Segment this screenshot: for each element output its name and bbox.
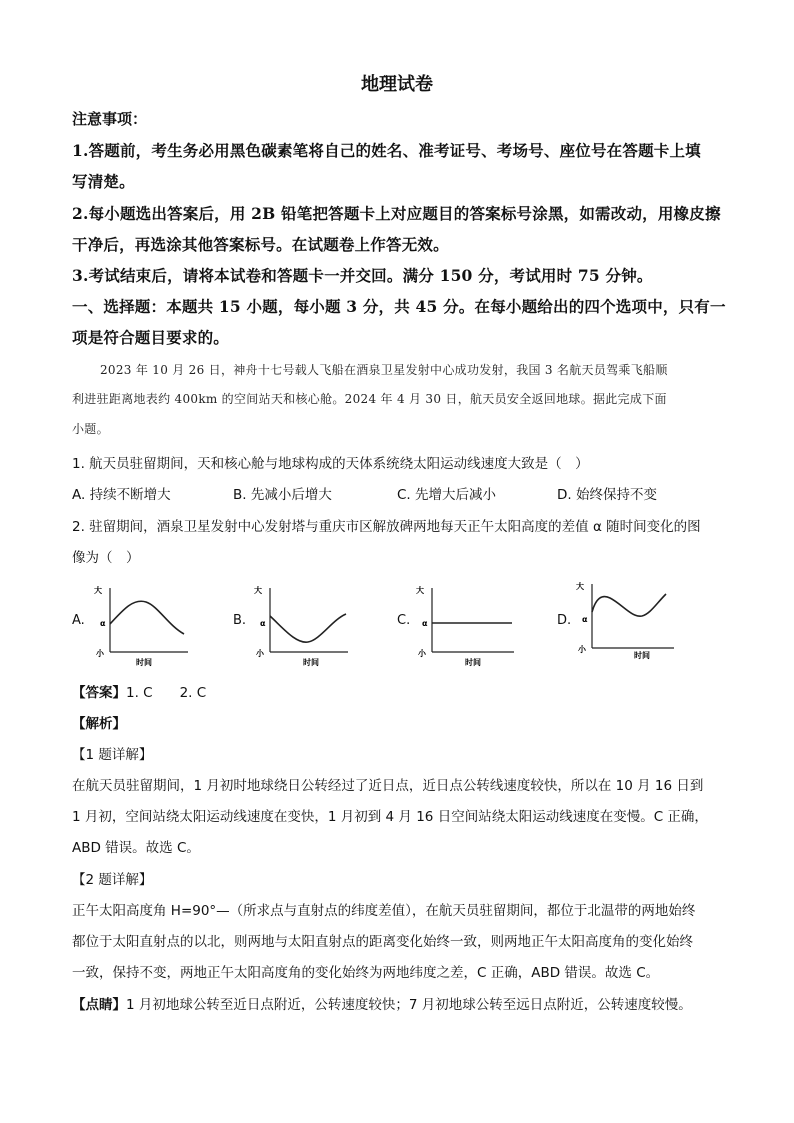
passage-line-3: 小题。 — [72, 422, 109, 436]
question-1-option-c: C. 先增大后减小 — [397, 487, 497, 503]
question-1: 1. 航天员驻留期间，天和核心舱与地球构成的天体系统绕太阳运动线速度大致是（ ） — [72, 456, 589, 472]
answer-text: 1. C 2. C — [126, 685, 207, 701]
graph-option-a — [88, 580, 218, 670]
section-heading-line-1: 一、选择题：本题共 15 小题，每小题 3 分，共 45 分。在每小题给出的四个选项中，只有一 — [72, 297, 726, 316]
notice-item-3: 3.考试结束后，请将本试卷和答题卡一并交回。满分 150 分，考试用时 75 分钟。 — [72, 266, 653, 285]
detail-1-line-3: ABD 错误。故选 C。 — [72, 840, 200, 856]
question-2-line-2: 像为（ ） — [72, 550, 140, 566]
notice-item-1-line-1: 1.答题前，考生务必用黑色碳素笔将自己的姓名、准考证号、考场号、座位号在答题卡上填 — [72, 141, 701, 160]
notice-item-2-line-2: 干净后，再选涂其他答案标号。在试题卷上作答无效。 — [72, 235, 449, 254]
section-heading-line-2: 项是符合题目要求的。 — [72, 328, 230, 347]
curve-d — [592, 594, 666, 616]
page-title: 地理试卷 — [361, 74, 433, 95]
question-1-option-b: B. 先减小后增大 — [233, 487, 332, 503]
detail-1-tag: 【1 题详解】 — [72, 747, 153, 763]
tip-tag: 【点睛】 — [72, 997, 126, 1013]
passage-line-1: 2023 年 10 月 26 日，神舟十七号载人飞船在酒泉卫星发射中心成功发射，我国 3 名航天员驾乘飞船顺 — [100, 363, 668, 377]
question-2-line-1: 2. 驻留期间，酒泉卫星发射中心发射塔与重庆市区解放碑两地每天正午太阳高度的差值 α 随时间变化的图 — [72, 519, 701, 535]
axis-label-top: 大 — [94, 586, 102, 595]
axis-label-top: 大 — [416, 586, 424, 595]
detail-2-line-2: 都位于太阳直射点的以北，则两地与太阳直射点的距离变化始终一致，则两地正午太阳高度角的变化始终 — [72, 934, 693, 950]
axis-label-bottom: 小 — [578, 645, 586, 654]
graph-option-b-label: B. — [233, 613, 247, 628]
tip-text: 1 月初地球公转至近日点附近，公转速度较快；7 月初地球公转至远日点附近，公转速度较慢。 — [126, 997, 692, 1013]
detail-2-line-3: 一致，保持不变，两地正午太阳高度角的变化始终为两地纬度之差，C 正确，ABD 错误。故选 C。 — [72, 965, 660, 981]
answer-line — [72, 681, 206, 701]
axis-label-alpha: α — [422, 619, 428, 628]
axis-label-top: 大 — [254, 586, 262, 595]
graph-option-b — [248, 580, 378, 670]
notice-item-1-line-2: 写清楚。 — [72, 172, 135, 191]
analysis-tag: 【解析】 — [72, 716, 126, 732]
answer-tag: 【答案】 — [72, 685, 126, 701]
detail-1-line-1: 在航天员驻留期间，1 月初时地球绕日公转经过了近日点，近日点公转线速度较快，所以在 10 月 16 日到 — [72, 778, 704, 794]
notice-item-2-line-1: 2.每小题选出答案后，用 2B 铅笔把答题卡上对应题目的答案标号涂黑，如需改动，用橡皮擦 — [72, 204, 721, 223]
axis-label-time: 时间 — [303, 658, 319, 667]
graph-option-d — [570, 576, 700, 666]
axis-label-bottom: 小 — [418, 649, 426, 658]
graph-option-d-label: D. — [557, 613, 572, 628]
detail-1-line-2: 1 月初，空间站绕太阳运动线速度在变快，1 月初到 4 月 16 日空间站绕太阳运动线速度在变慢。C 正确， — [72, 809, 708, 825]
axis-label-time: 时间 — [634, 651, 650, 660]
graph-option-a-label: A. — [72, 613, 85, 628]
curve-b — [270, 614, 346, 642]
axis-label-alpha: α — [100, 619, 106, 628]
axis-label-bottom: 小 — [256, 649, 264, 658]
axis-label-time: 时间 — [136, 658, 152, 667]
axis-label-alpha: α — [582, 615, 588, 624]
axis-label-time: 时间 — [465, 658, 481, 667]
notice-heading: 注意事项： — [72, 110, 148, 128]
graph-option-c — [410, 580, 540, 670]
axis-label-top: 大 — [576, 582, 584, 591]
question-1-option-d: D. 始终保持不变 — [557, 487, 657, 503]
question-1-option-a: A. 持续不断增大 — [72, 487, 171, 503]
axis-label-bottom: 小 — [96, 649, 104, 658]
graph-option-c-label: C. — [397, 613, 411, 628]
detail-2-line-1: 正午太阳高度角 H=90°—（所求点与直射点的纬度差值），在航天员驻留期间，都位于北温带的两地始终 — [72, 903, 696, 919]
curve-a — [110, 601, 184, 634]
passage-line-2: 利进驻距离地表约 400km 的空间站天和核心舱。2024 年 4 月 30 日，航天员安全返回地球。据此完成下面 — [72, 392, 667, 406]
tip-line — [72, 993, 692, 1013]
detail-2-tag: 【2 题详解】 — [72, 872, 153, 888]
axis-label-alpha: α — [260, 619, 266, 628]
